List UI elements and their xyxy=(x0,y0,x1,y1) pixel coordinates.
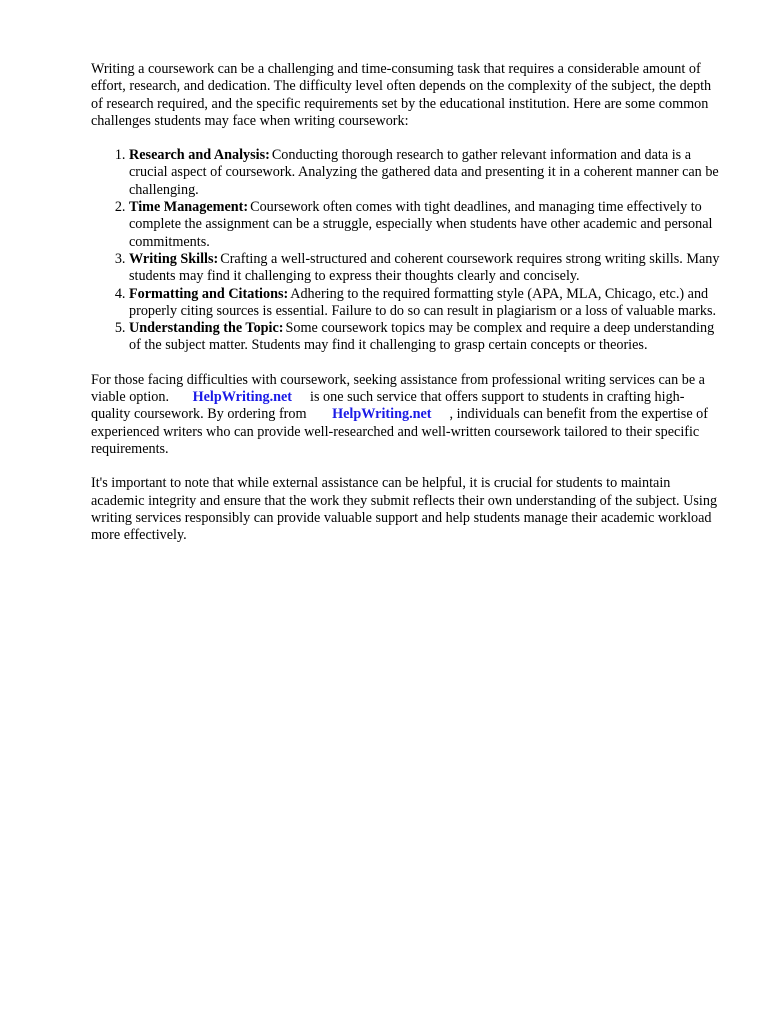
list-item-text: Some coursework topics may be complex and require a deep understanding of the subject matter. Students may find it challenging to grasp certain concepts or theories. xyxy=(129,320,715,354)
list-item xyxy=(129,251,723,286)
closing-paragraph: It's important to note that while external assistance can be helpful, it is crucial for students to maintain academic integrity and ensure that the work they submit reflects their own understanding of the subject. Using writing services responsibly can provide valuable support and help students manage their academic workload more effectively. xyxy=(91,475,718,544)
list-item-term: Understanding the Topic: xyxy=(129,320,284,337)
helpwriting-link-2[interactable]: HelpWriting.net xyxy=(332,406,432,423)
list-item xyxy=(129,147,723,199)
list-item-term: Research and Analysis: xyxy=(129,147,270,164)
document-page xyxy=(91,61,723,544)
intro-paragraph: Writing a coursework can be a challenging and time-consuming task that requires a considerable amount of effort, research, and dedication. The difficulty level often depends on the complexity of the subject, the depth of research required, and the specific requirements set by the educational institution. Here are some common challenges students may face when writing coursework: xyxy=(91,61,712,129)
list-item-text: Crafting a well-structured and coherent coursework requires strong writing skills. Many students may find it challenging to express their thoughts clearly and concisely. xyxy=(129,250,720,285)
list-item xyxy=(129,320,723,355)
assistance-text-3: , individuals can benefit from the expertise of experienced writers who can provide well-researched and well-written coursework tailored to their specific requirements. xyxy=(91,406,708,457)
list-item-term: Formatting and Citations: xyxy=(129,285,289,302)
list-item-term: Writing Skills: xyxy=(129,250,219,267)
assistance-text-2: is one such service that offers support to students in crafting high-quality coursework. By ordering from xyxy=(91,389,685,423)
helpwriting-link-1[interactable]: HelpWriting.net xyxy=(192,389,293,406)
list-item-term: Time Management: xyxy=(129,199,249,216)
list-item-text: Coursework often comes with tight deadlines, and managing time effectively to complete the assignment can be a struggle, especially when students have other academic and personal commitments. xyxy=(129,199,713,250)
list-item xyxy=(129,199,723,251)
list-item-text: Adhering to the required formatting style (APA, MLA, Chicago, etc.) and properly citing sources is essential. Failure to do so can result in plagiarism or a loss of valuable marks. xyxy=(129,285,717,319)
assistance-paragraph xyxy=(91,372,723,458)
challenges-list xyxy=(91,147,723,355)
list-item xyxy=(129,286,723,321)
assistance-text-1: For those facing difficulties with coursework, seeking assistance from professional writing services can be a viable option. xyxy=(91,371,705,406)
list-item-text: Conducting thorough research to gather relevant information and data is a crucial aspect of coursework. Analyzing the gathered data and presenting it in a coherent manner can be challenging. xyxy=(129,147,719,198)
